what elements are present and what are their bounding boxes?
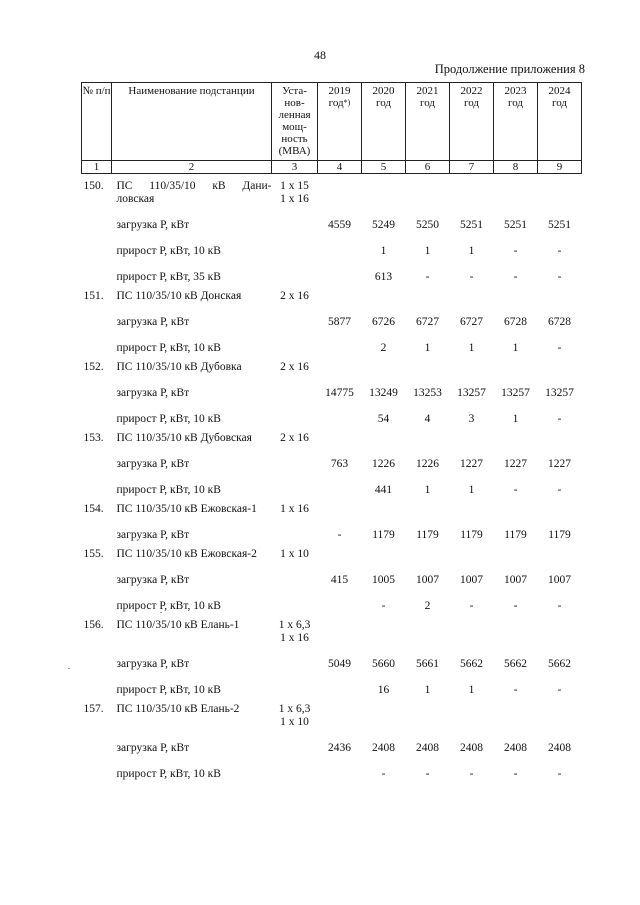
- year-value: [450, 697, 494, 729]
- header-num: № п/п: [82, 83, 112, 161]
- year-value: 5660: [372, 658, 395, 670]
- year-value: 2436: [328, 742, 351, 754]
- year-value: 2408: [504, 742, 527, 754]
- substation-name-line: ловская: [116, 193, 155, 205]
- year-value: 1: [424, 684, 431, 696]
- row-index: 154.: [83, 503, 104, 515]
- header-year-2022: 2022 год: [450, 83, 494, 161]
- year-value: -: [513, 245, 518, 257]
- year-value: [538, 697, 582, 729]
- year-value: 13249: [369, 387, 398, 399]
- row-index: 151.: [83, 290, 104, 302]
- year-value: [362, 284, 406, 303]
- year-value: 5251: [504, 219, 527, 231]
- year-value: 5877: [328, 316, 351, 328]
- year-value: [538, 613, 582, 645]
- year-value: [450, 174, 494, 207]
- year-value: 1179: [548, 529, 571, 541]
- page-number: 48: [314, 48, 326, 62]
- year-value: [406, 355, 450, 374]
- row-label: прирост Р, кВт, 10 кВ: [116, 768, 221, 780]
- substation-row: [82, 426, 582, 445]
- year-value: [318, 174, 362, 207]
- row-index: [82, 516, 112, 542]
- col-number: 5: [362, 161, 406, 174]
- row-label: прирост Р, кВт, 35 кВ: [116, 271, 221, 283]
- year-value: [318, 497, 362, 516]
- row-label: загрузка Р, кВт: [116, 387, 190, 399]
- name-word: Дани-: [242, 180, 272, 192]
- year-value: -: [513, 271, 518, 283]
- load-row: [82, 645, 582, 671]
- row-index: [82, 729, 112, 755]
- row-index: 152.: [83, 361, 104, 373]
- year-value: 5662: [460, 658, 483, 670]
- load-row: [82, 729, 582, 755]
- header-name: Наименование подстанции: [112, 83, 272, 161]
- row-label: загрузка Р, кВт: [116, 458, 190, 470]
- row-label: прирост Р, кВт, 10 кВ: [116, 600, 221, 612]
- year-value: 16: [377, 684, 390, 696]
- year-value: 2: [380, 342, 387, 354]
- year-value: -: [425, 768, 430, 780]
- row-index: 155.: [83, 548, 104, 560]
- year-value: -: [557, 684, 562, 696]
- year-value: 1179: [460, 529, 483, 541]
- year-value: -: [425, 271, 430, 283]
- row-label: загрузка Р, кВт: [116, 219, 190, 231]
- installed-capacity: [272, 697, 318, 729]
- year-value: 1179: [504, 529, 527, 541]
- row-label: загрузка Р, кВт: [116, 658, 190, 670]
- row-label: прирост Р, кВт, 10 кВ: [116, 245, 221, 257]
- year-value: [538, 542, 582, 561]
- appendix-continuation-label: Продолжение приложения 8: [434, 62, 585, 76]
- year-value: [494, 174, 538, 207]
- substation-name: ПС 110/35/10 кВ Ежовская-2: [116, 548, 257, 560]
- row-label: загрузка Р, кВт: [116, 529, 190, 541]
- load-row: [82, 303, 582, 329]
- year-value: 1179: [372, 529, 395, 541]
- year-value: -: [513, 600, 518, 612]
- year-value: [318, 284, 362, 303]
- year-value: 2408: [460, 742, 483, 754]
- row-index: [82, 232, 112, 258]
- load-row: [82, 374, 582, 400]
- substation-row: [82, 355, 582, 374]
- year-value: 415: [330, 574, 349, 586]
- year-value: [450, 355, 494, 374]
- year-value: [406, 426, 450, 445]
- year-value: -: [381, 600, 386, 612]
- year-value: [406, 284, 450, 303]
- year-value: -: [469, 271, 474, 283]
- year-value: -: [557, 245, 562, 257]
- year-value: 1005: [372, 574, 395, 586]
- row-label: прирост Р, кВт, 10 кВ: [116, 484, 221, 496]
- row-index: [82, 671, 112, 697]
- year-value: 1: [468, 342, 475, 354]
- year-value: 1: [380, 245, 387, 257]
- year-value: 2408: [548, 742, 571, 754]
- installed-capacity: [272, 174, 318, 207]
- installed-capacity: [272, 516, 318, 542]
- load-row: [82, 445, 582, 471]
- substation-name: ПС 110/35/10 кВ Дубовка: [116, 361, 242, 373]
- column-number-row: [82, 161, 582, 174]
- year-value: 6728: [504, 316, 527, 328]
- year-value: 14775: [325, 387, 354, 399]
- year-value: -: [513, 684, 518, 696]
- year-value: [494, 497, 538, 516]
- row-index: 153.: [83, 432, 104, 444]
- installed-capacity: [272, 374, 318, 400]
- row-index: [82, 374, 112, 400]
- year-value: 1227: [548, 458, 571, 470]
- year-value: 1: [468, 245, 475, 257]
- substation-row: [82, 497, 582, 516]
- year-value: -: [557, 600, 562, 612]
- year-value: -: [337, 529, 342, 541]
- year-value: -: [557, 271, 562, 283]
- installed-capacity: [272, 232, 318, 258]
- col-number: 6: [406, 161, 450, 174]
- year-value: [362, 697, 406, 729]
- year-value: 13253: [413, 387, 442, 399]
- year-value: [494, 426, 538, 445]
- table-header: [82, 83, 582, 174]
- substation-name: ПС 110/35/10 кВ Елань-1: [116, 619, 240, 631]
- capacity-line: 1 x 16: [280, 193, 309, 205]
- increase-row: [82, 587, 582, 613]
- increase-row: [82, 258, 582, 284]
- row-label: загрузка Р, кВт: [116, 742, 190, 754]
- year-value: 5251: [460, 219, 483, 231]
- header-year-2021: 2021 год: [406, 83, 450, 161]
- installed-capacity: [272, 284, 318, 303]
- substation-row: [82, 613, 582, 645]
- year-value: 13257: [457, 387, 486, 399]
- year-value: 13257: [545, 387, 574, 399]
- header-year-2019: 2019 год*): [318, 83, 362, 161]
- year-value: [406, 697, 450, 729]
- row-index: [82, 755, 112, 781]
- year-value: [450, 613, 494, 645]
- year-value: 1226: [372, 458, 395, 470]
- installed-capacity: [272, 400, 318, 426]
- capacity-line: 2 x 16: [280, 290, 309, 302]
- capacity-line: 1 x 6,3: [278, 619, 311, 631]
- col-number: 8: [494, 161, 538, 174]
- header-year-2020: 2020 год: [362, 83, 406, 161]
- year-value: [494, 355, 538, 374]
- installed-capacity: [272, 426, 318, 445]
- row-index: [82, 303, 112, 329]
- row-label: загрузка Р, кВт: [116, 316, 190, 328]
- installed-capacity: [272, 613, 318, 645]
- installed-capacity: [272, 206, 318, 232]
- substation-name-line: [117, 180, 272, 193]
- substation-row: [82, 542, 582, 561]
- year-value: -: [557, 768, 562, 780]
- installed-capacity: [272, 729, 318, 755]
- year-value: [494, 284, 538, 303]
- row-index: [82, 329, 112, 355]
- installed-capacity: [272, 755, 318, 781]
- year-value: 5250: [416, 219, 439, 231]
- installed-capacity: [272, 258, 318, 284]
- year-value: 4559: [328, 219, 351, 231]
- installed-capacity: [272, 587, 318, 613]
- year-value: [406, 542, 450, 561]
- year-value: 1179: [416, 529, 439, 541]
- capacity-line: 2 x 16: [280, 432, 309, 444]
- load-row: [82, 561, 582, 587]
- year-value: 54: [377, 413, 390, 425]
- year-value: 441: [374, 484, 393, 496]
- substations-table: [81, 82, 582, 781]
- year-value: 2408: [416, 742, 439, 754]
- row-index: [82, 206, 112, 232]
- year-value: 1: [424, 342, 431, 354]
- year-value: [318, 671, 362, 697]
- year-value: 1007: [548, 574, 571, 586]
- col-number: 1: [82, 161, 112, 174]
- row-index: [82, 258, 112, 284]
- year-value: [318, 329, 362, 355]
- capacity-line: 1 x 10: [280, 548, 309, 560]
- year-value: 6727: [460, 316, 483, 328]
- substation-row: [82, 174, 582, 207]
- year-value: [362, 174, 406, 207]
- row-index: [82, 645, 112, 671]
- year-value: 3: [468, 413, 475, 425]
- substation-name: [112, 174, 272, 207]
- row-index: 157.: [83, 703, 104, 715]
- row-label: прирост Р, кВт, 10 кВ: [116, 684, 221, 696]
- installed-capacity: [272, 645, 318, 671]
- installed-capacity: [272, 671, 318, 697]
- year-value: 1007: [504, 574, 527, 586]
- capacity-line: 2 x 16: [280, 361, 309, 373]
- scan-speck: [160, 612, 162, 613]
- scan-speck: [68, 668, 70, 669]
- year-value: [362, 613, 406, 645]
- year-value: 1227: [460, 458, 483, 470]
- col-number: 3: [272, 161, 318, 174]
- installed-capacity: [272, 303, 318, 329]
- year-value: [494, 697, 538, 729]
- year-value: [318, 587, 362, 613]
- year-value: 5049: [328, 658, 351, 670]
- year-value: [538, 355, 582, 374]
- installed-capacity: [272, 561, 318, 587]
- substation-name: ПС 110/35/10 кВ Ежовская-1: [116, 503, 257, 515]
- year-value: 5251: [548, 219, 571, 231]
- year-value: [538, 426, 582, 445]
- year-value: [362, 542, 406, 561]
- col-number: 7: [450, 161, 494, 174]
- year-value: [538, 497, 582, 516]
- year-value: 1: [512, 413, 519, 425]
- year-value: [318, 755, 362, 781]
- table-body: [82, 174, 582, 782]
- increase-row: [82, 329, 582, 355]
- row-index: [82, 561, 112, 587]
- year-value: -: [469, 600, 474, 612]
- year-value: 613: [374, 271, 393, 283]
- year-value: 4: [424, 413, 431, 425]
- year-value: [318, 613, 362, 645]
- year-value: 2408: [372, 742, 395, 754]
- installed-capacity: [272, 542, 318, 561]
- year-value: [318, 258, 362, 284]
- year-value: [450, 542, 494, 561]
- increase-row: [82, 471, 582, 497]
- year-value: -: [513, 484, 518, 496]
- year-value: 5249: [372, 219, 395, 231]
- col-number: 4: [318, 161, 362, 174]
- year-value: [318, 426, 362, 445]
- col-number: 9: [538, 161, 582, 174]
- installed-capacity: [272, 445, 318, 471]
- year-value: [406, 497, 450, 516]
- substation-name: ПС 110/35/10 кВ Донская: [116, 290, 242, 302]
- row-label: прирост Р, кВт, 10 кВ: [116, 342, 221, 354]
- capacity-line: 1 x 6,3: [278, 703, 311, 715]
- load-row: [82, 206, 582, 232]
- year-value: -: [557, 484, 562, 496]
- header-row: [82, 83, 582, 161]
- row-index: [82, 445, 112, 471]
- year-value: 1: [424, 245, 431, 257]
- year-value: [362, 426, 406, 445]
- year-value: [318, 355, 362, 374]
- year-value: -: [513, 768, 518, 780]
- year-value: [538, 284, 582, 303]
- increase-row: [82, 400, 582, 426]
- year-value: [406, 174, 450, 207]
- year-value: -: [469, 768, 474, 780]
- year-value: [450, 284, 494, 303]
- year-value: 1007: [460, 574, 483, 586]
- installed-capacity: [272, 497, 318, 516]
- increase-row: [82, 671, 582, 697]
- year-value: -: [381, 768, 386, 780]
- year-value: [318, 542, 362, 561]
- name-word: ПС: [116, 180, 133, 192]
- capacity-line: 1 x 16: [280, 632, 309, 644]
- year-value: 1007: [416, 574, 439, 586]
- year-value: 5662: [548, 658, 571, 670]
- year-value: [318, 697, 362, 729]
- year-value: 2: [424, 600, 431, 612]
- year-value: [494, 542, 538, 561]
- year-value: 1: [512, 342, 519, 354]
- year-value: 1: [468, 684, 475, 696]
- year-value: [362, 355, 406, 374]
- year-value: 1: [468, 484, 475, 496]
- year-value: [362, 497, 406, 516]
- row-index: 150.: [83, 180, 104, 192]
- year-value: [406, 613, 450, 645]
- row-label: загрузка Р, кВт: [116, 574, 190, 586]
- year-value: [318, 400, 362, 426]
- row-index: [82, 587, 112, 613]
- year-value: 13257: [501, 387, 530, 399]
- year-value: [318, 471, 362, 497]
- year-value: [494, 613, 538, 645]
- year-value: -: [557, 342, 562, 354]
- year-value: 1227: [504, 458, 527, 470]
- year-value: 1: [424, 484, 431, 496]
- year-value: 6728: [548, 316, 571, 328]
- year-value: 5661: [416, 658, 439, 670]
- name-word: кВ: [212, 180, 226, 192]
- capacity-line: 1 x 16: [280, 503, 309, 515]
- increase-row: [82, 232, 582, 258]
- load-row: [82, 516, 582, 542]
- row-label: прирост Р, кВт, 10 кВ: [116, 413, 221, 425]
- capacity-line: 1 x 10: [280, 716, 309, 728]
- year-value: 6727: [416, 316, 439, 328]
- row-index: [82, 471, 112, 497]
- row-index: 156.: [83, 619, 104, 631]
- substation-name: ПС 110/35/10 кВ Дубовская: [116, 432, 252, 444]
- year-value: [450, 426, 494, 445]
- year-value: [538, 174, 582, 207]
- installed-capacity: [272, 329, 318, 355]
- year-value: 1226: [416, 458, 439, 470]
- header-year-2024: 2024 год: [538, 83, 582, 161]
- header-capacity: Уста-нов-ленная мощ-ность (МВА): [272, 83, 318, 161]
- col-number: 2: [112, 161, 272, 174]
- substation-row: [82, 697, 582, 729]
- year-value: 6726: [372, 316, 395, 328]
- installed-capacity: [272, 355, 318, 374]
- increase-row: [82, 755, 582, 781]
- header-year-2023: 2023 год: [494, 83, 538, 161]
- year-value: 763: [330, 458, 349, 470]
- substation-name: ПС 110/35/10 кВ Елань-2: [116, 703, 240, 715]
- installed-capacity: [272, 471, 318, 497]
- capacity-line: 1 x 15: [280, 180, 309, 192]
- row-index: [82, 400, 112, 426]
- substation-row: [82, 284, 582, 303]
- year-value: -: [557, 413, 562, 425]
- year-value: 5662: [504, 658, 527, 670]
- year-value: [450, 497, 494, 516]
- year-value: [318, 232, 362, 258]
- name-word: 110/35/10: [149, 180, 196, 192]
